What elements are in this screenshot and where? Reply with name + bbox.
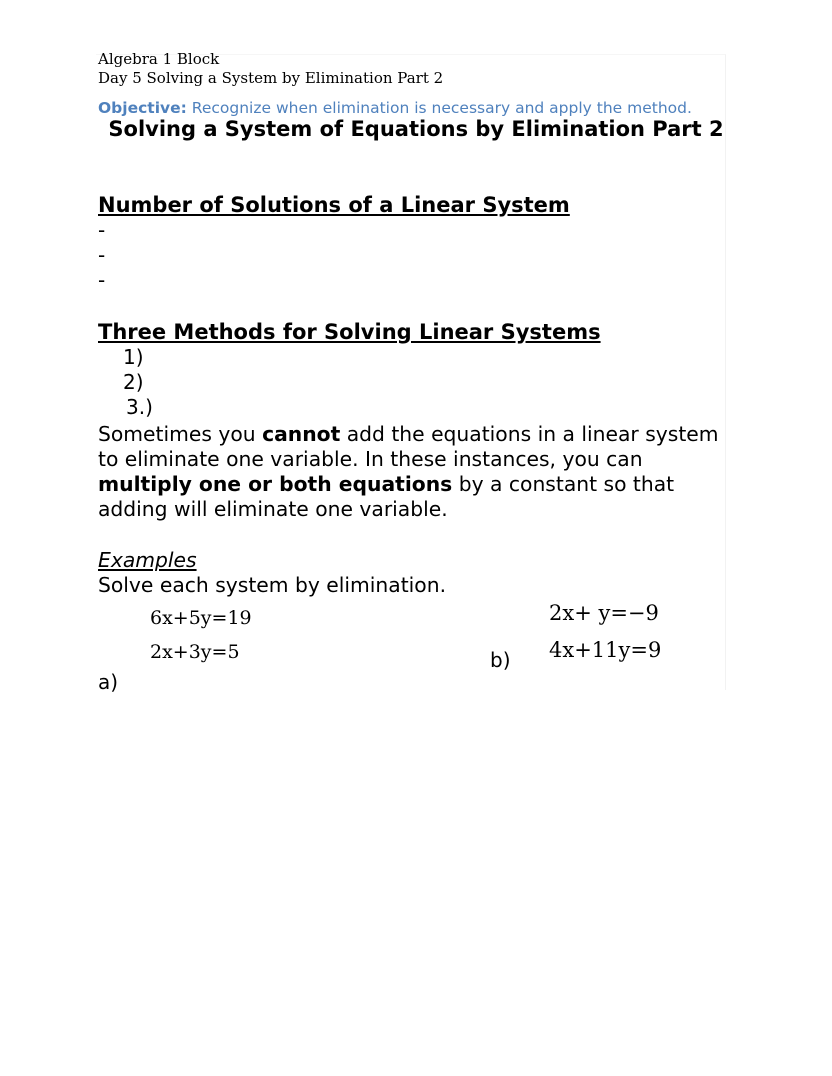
method-item-3: 3.)	[126, 395, 153, 419]
solutions-bullet-2: -	[98, 243, 106, 267]
explanation-paragraph	[98, 422, 738, 522]
example-a-equation-2: 2x+3y=5	[150, 641, 240, 663]
example-b-label: b)	[490, 648, 511, 672]
examples-heading: Examples	[98, 548, 197, 572]
objective	[98, 98, 692, 118]
objective-label: Objective:	[98, 99, 187, 117]
objective-text: Recognize when elimination is necessary and apply the method.	[186, 99, 692, 117]
method-item-1: 1)	[123, 345, 144, 369]
paragraph-text-1: Sometimes you	[98, 422, 263, 446]
course-name: Algebra 1 Block	[98, 50, 220, 68]
solutions-bullet-3: -	[98, 268, 106, 292]
paragraph-text-3: by a constant so that adding will eliminate one variable.	[98, 472, 675, 521]
lesson-name: Day 5 Solving a System by Elimination Part 2	[98, 69, 444, 87]
methods-heading: Three Methods for Solving Linear Systems	[98, 320, 601, 344]
example-a-equation-1: 6x+5y=19	[150, 607, 252, 629]
paragraph-text-2: add the equations in a linear system to eliminate one variable. In these instances, you can	[98, 422, 719, 471]
paragraph-bold-1: cannot	[262, 422, 341, 446]
example-b-equation-2: 4x+11y=9	[549, 638, 662, 662]
example-a-label: a)	[98, 670, 119, 694]
examples-instruction: Solve each system by elimination.	[98, 573, 447, 597]
page-title: Solving a System of Equations by Elimination Part 2	[108, 117, 724, 141]
solutions-bullet-1: -	[98, 218, 106, 242]
solutions-heading: Number of Solutions of a Linear System	[98, 193, 570, 217]
example-b-equation-1: 2x+ y=−9	[549, 601, 659, 625]
paragraph-bold-2: multiply one or both equations	[98, 472, 453, 496]
method-item-2: 2)	[123, 370, 144, 394]
